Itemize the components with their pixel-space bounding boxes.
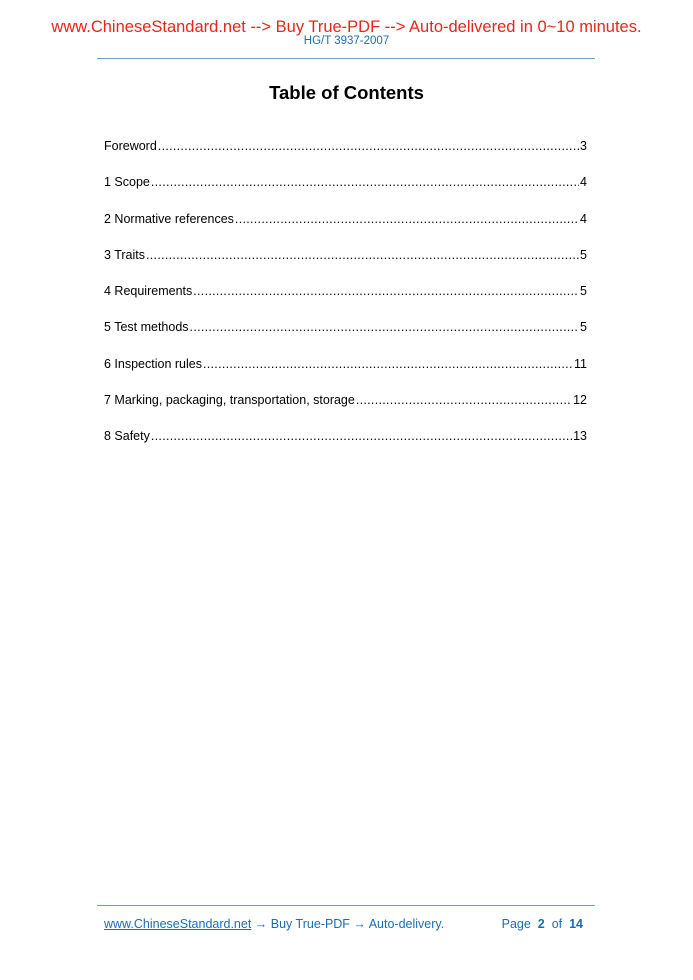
footer-tagline: → Buy True-PDF → Auto-delivery. xyxy=(251,917,445,931)
dot-leader xyxy=(146,247,579,263)
dot-leader xyxy=(356,392,572,408)
toc-entry-safety[interactable] xyxy=(104,408,587,444)
footer-site-link[interactable]: www.ChineseStandard.net xyxy=(104,917,252,931)
footer-left xyxy=(104,916,444,932)
toc-entry-scope[interactable] xyxy=(104,154,587,190)
dot-leader xyxy=(158,138,579,154)
toc-entry-page: 4 xyxy=(580,175,587,190)
toc-entry-inspection-rules[interactable] xyxy=(104,335,587,371)
header-divider xyxy=(97,58,595,59)
toc-entry-normative-references[interactable] xyxy=(104,190,587,226)
toc-title: Table of Contents xyxy=(269,82,424,103)
toc-entry-marking-packaging[interactable] xyxy=(104,372,587,408)
toc-entry-page: 3 xyxy=(580,139,587,153)
dot-leader xyxy=(203,356,573,372)
toc-entry-page: 12 xyxy=(573,393,587,408)
of-word: of xyxy=(551,917,563,931)
toc-entry-page: 13 xyxy=(573,429,587,444)
toc-entry-foreword[interactable] xyxy=(104,138,587,154)
toc-entry-label: 7 Marking, packaging, transportation, storage xyxy=(104,393,355,408)
dot-leader xyxy=(190,319,580,335)
dot-leader xyxy=(151,428,572,444)
toc-entry-page: 5 xyxy=(580,284,587,299)
footer-divider xyxy=(97,905,595,906)
dot-leader xyxy=(151,174,579,190)
toc-entry-page: 11 xyxy=(574,356,587,371)
dot-leader xyxy=(235,211,579,227)
header-banner[interactable]: www.ChineseStandard.net --> Buy True-PDF --> Auto-delivered in 0~10 minutes. xyxy=(51,18,642,36)
standard-code: HG/T 3937-2007 xyxy=(303,35,390,47)
toc-entry-label: 4 Requirements xyxy=(104,284,193,299)
page-total: 14 xyxy=(569,917,583,931)
toc-entry-page: 4 xyxy=(580,211,587,226)
page-footer xyxy=(104,916,587,932)
toc-list xyxy=(104,138,587,444)
toc-entry-label: 3 Traits xyxy=(104,247,145,262)
dot-leader xyxy=(193,283,579,299)
toc-entry-test-methods[interactable] xyxy=(104,299,587,335)
page-number: 2 xyxy=(537,917,545,931)
toc-entry-page: 5 xyxy=(580,320,587,335)
toc-entry-label: 2 Normative references xyxy=(104,211,234,226)
toc-entry-page: 5 xyxy=(580,247,587,262)
page-indicator xyxy=(502,916,583,932)
toc-entry-label: 8 Safety xyxy=(104,429,150,444)
toc-entry-traits[interactable] xyxy=(104,227,587,263)
toc-entry-label: Foreword xyxy=(104,139,157,153)
toc-entry-requirements[interactable] xyxy=(104,263,587,299)
page-word: Page xyxy=(501,917,531,931)
toc-entry-label: 1 Scope xyxy=(104,175,150,190)
toc-entry-label: 6 Inspection rules xyxy=(104,356,202,371)
toc-entry-label: 5 Test methods xyxy=(104,320,189,335)
